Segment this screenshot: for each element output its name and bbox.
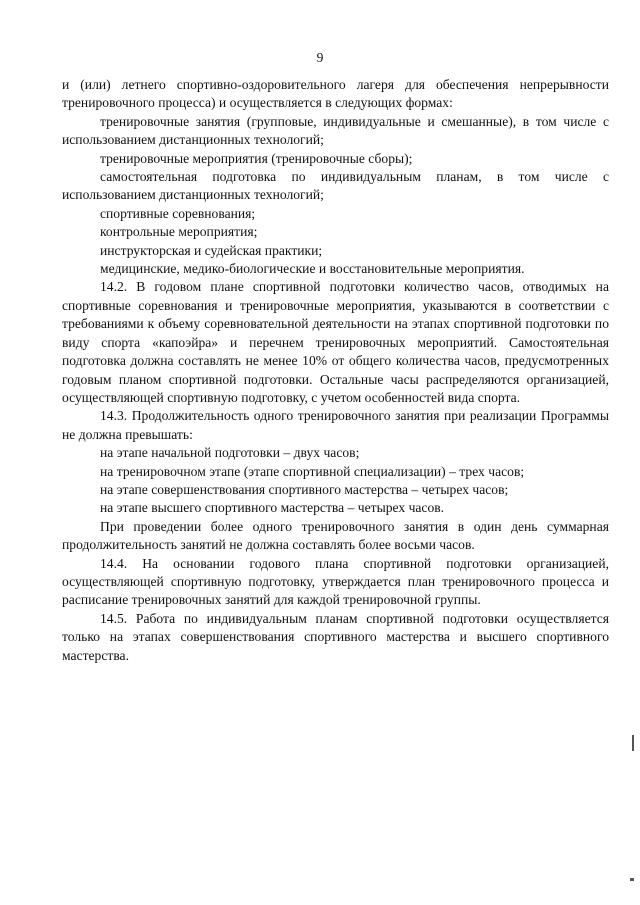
list-item: на тренировочном этапе (этапе спортивной специализации) – трех часов; — [100, 463, 525, 479]
paragraph-14-3: 14.3. Продолжительность одного тренировочного занятия при реализации Программы не должна превышать: — [62, 408, 609, 442]
scan-artifact — [630, 878, 634, 881]
paragraph-14-4: 14.4. На основании годового плана спортивной подготовки организацией, осуществляющей спортивную подготовку, утверждается план тренировочного процесса и расписание тренировочных занятий для каждой тренировочной группы. — [62, 555, 609, 608]
document-body — [62, 76, 609, 665]
list-item: на этапе совершенствования спортивного мастерства – четырех часов; — [100, 481, 509, 497]
list-item: на этапе высшего спортивного мастерства – четырех часов. — [100, 500, 445, 516]
list-item: тренировочные мероприятия (тренировочные сборы); — [100, 150, 413, 166]
scan-artifact — [632, 735, 634, 751]
paragraph: При проведении более одного тренировочного занятия в один день суммарная продолжительность занятий не должна составлять более восьми часов. — [62, 518, 609, 553]
list-item: медицинские, медико-биологические и восстановительные мероприятия. — [100, 261, 525, 277]
list-item: спортивные соревнования; — [100, 205, 256, 221]
paragraph: и (или) летнего спортивно-оздоровительного лагеря для обеспечения непрерывности тренировочного процесса) и осуществляется в следующих формах: — [62, 77, 609, 111]
paragraph: самостоятельная подготовка по индивидуальным планам, в том числе с использованием дистанционных технологий; — [62, 169, 609, 203]
paragraph-14-2: 14.2. В годовом плане спортивной подготовки количество часов, отводимых на спортивные соревнования и тренировочные мероприятия, указываются в соответствии с требованиями к объему соревновательной деятельности на этапах спортивной подготовки по виду спорта «капоэйра» и перечнем тренировочных мероприятий. Самостоятельная подготовка должна составлять не менее 10% от общего количества часов, предусмотренных годовым планом спортивной подготовки. Остальные часы распределяются организацией, осуществляющей спортивную подготовку, с учетом особенностей вида спорта. — [62, 279, 609, 405]
paragraph-14-5: 14.5. Работа по индивидуальным планам спортивной подготовки осуществляется только на этапах совершенствования спортивного мастерства и высшего спортивного мастерства. — [62, 610, 609, 663]
page-number: 9 — [316, 50, 324, 65]
list-item: инструкторская и судейская практики; — [100, 242, 323, 258]
list-item: контрольные мероприятия; — [100, 224, 258, 240]
paragraph: тренировочные занятия (групповые, индивидуальные и смешанные), в том числе с использованием дистанционных технологий; — [62, 113, 609, 148]
list-item: на этапе начальной подготовки – двух часов; — [100, 445, 360, 461]
